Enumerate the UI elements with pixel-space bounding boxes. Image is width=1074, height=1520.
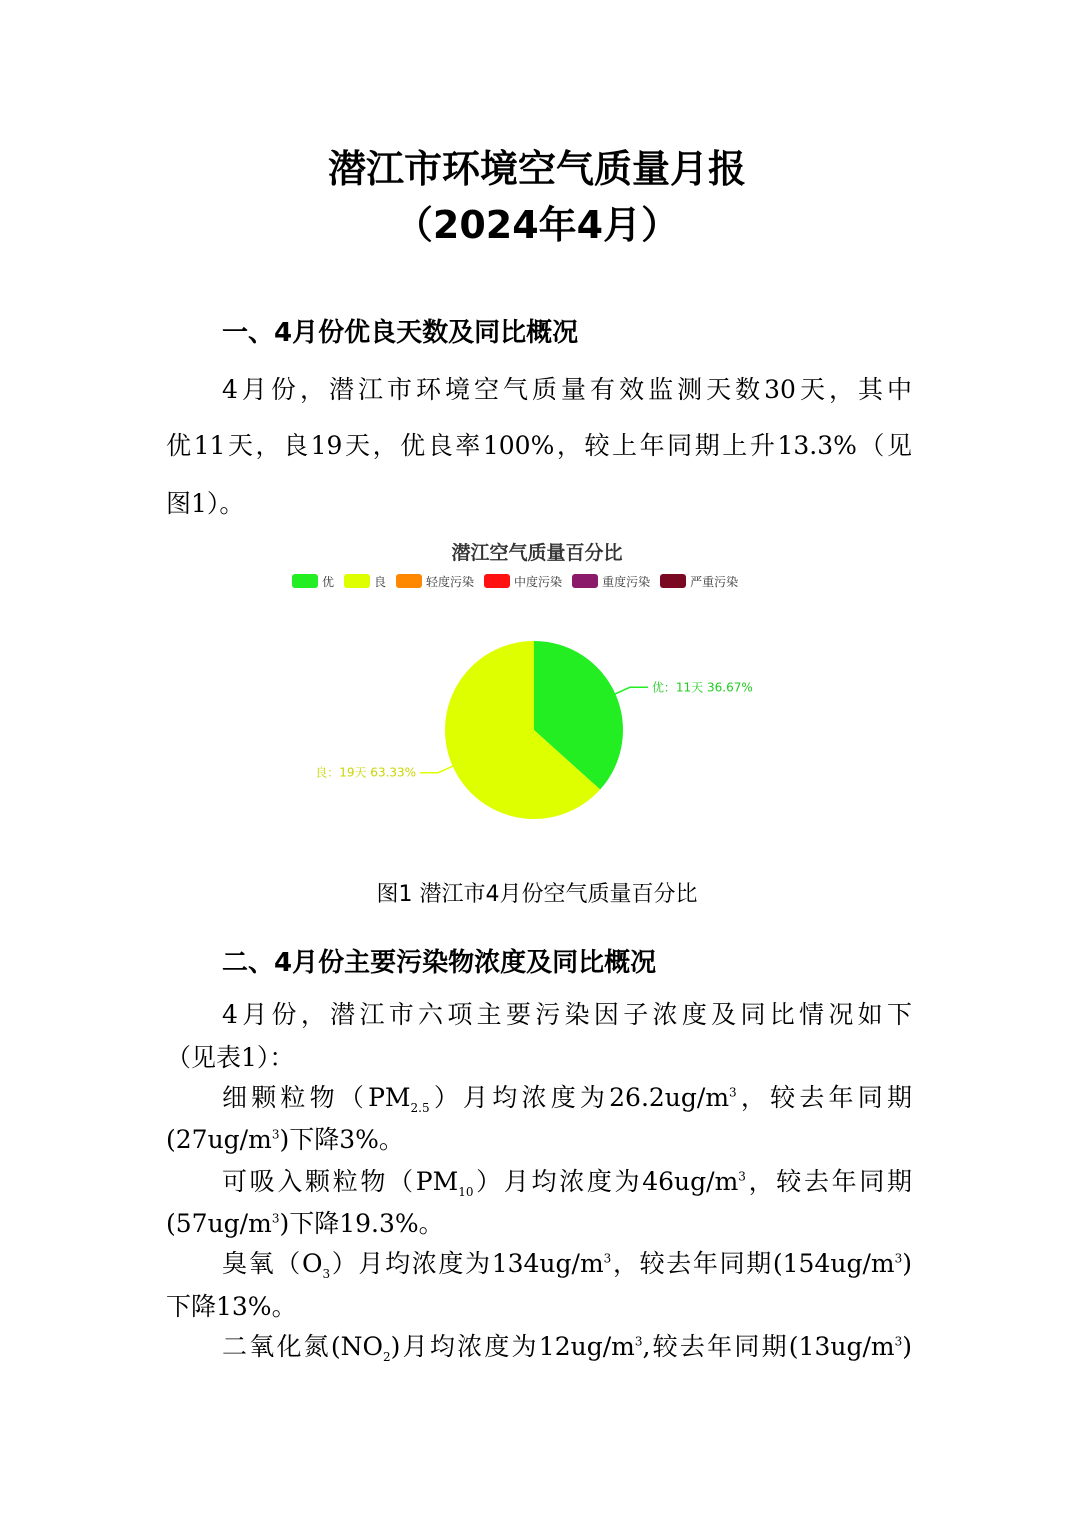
o3-subscript: 3	[322, 1267, 331, 1281]
legend-swatch	[396, 574, 422, 588]
section2-intro-line1: 4月份，潜江市六项主要污染因子浓度及同比情况如下	[222, 1000, 912, 1029]
pm10-line2-sup: 3	[271, 1211, 280, 1226]
no2-subscript: 2	[383, 1350, 391, 1364]
figure-caption: 图1 潜江市4月份空气质量百分比	[376, 882, 698, 907]
o3-text-d: )	[902, 1249, 912, 1278]
legend-item[interactable]	[396, 572, 474, 590]
pie-data-label: 良：19天 63.33%	[315, 765, 417, 780]
no2-superscript-2: 3	[894, 1334, 903, 1349]
title-line-1: 潜江市环境空气质量月报	[327, 147, 746, 191]
no2-superscript: 3	[634, 1334, 643, 1349]
o3-line1	[222, 1244, 912, 1281]
pm10-subscript: 10	[458, 1185, 474, 1199]
no2-text-b: )月均浓度为12ug/m	[390, 1332, 635, 1361]
pm10-line1	[222, 1162, 912, 1199]
no2-text-a: 二氧化氮(NO	[222, 1332, 384, 1361]
o3-line2: 下降13%。	[166, 1292, 297, 1321]
title-line-2: （2024年4月）	[394, 203, 680, 247]
chart-legend	[292, 572, 738, 590]
legend-item[interactable]	[484, 572, 562, 590]
pm10-text-a: 可吸入颗粒物（PM	[222, 1167, 459, 1196]
o3-superscript: 3	[603, 1251, 612, 1266]
no2-text-d: )	[902, 1332, 912, 1361]
pie-label-line	[615, 687, 648, 694]
o3-text-a: 臭氧（O	[222, 1249, 323, 1278]
legend-label: 重度污染	[602, 574, 651, 589]
legend-swatch	[660, 574, 686, 588]
pm25-line2-a: (27ug/m	[166, 1125, 272, 1154]
pie-label-line	[420, 766, 453, 773]
no2-line1	[222, 1327, 912, 1364]
o3-superscript-2: 3	[894, 1251, 903, 1266]
legend-swatch	[344, 574, 370, 588]
legend-item[interactable]	[572, 572, 650, 590]
legend-swatch	[292, 574, 318, 588]
section2-intro-line2: （见表1）：	[166, 1043, 295, 1072]
legend-label: 优	[322, 574, 335, 589]
legend-label: 良	[374, 574, 387, 589]
pie-chart	[300, 620, 780, 840]
o3-text-c: ，较去年同期(154ug/m	[611, 1249, 895, 1278]
pm10-text-c: ，较去年同期	[745, 1167, 913, 1196]
pm10-superscript: 3	[738, 1169, 746, 1184]
legend-swatch	[572, 574, 598, 588]
section1-para-line2: 优11天，良19天，优良率100%，较上年同期上升13.3%（见	[166, 431, 912, 460]
section1-para-line1: 4月份，潜江市环境空气质量有效监测天数30天，其中	[222, 375, 912, 404]
legend-label: 严重污染	[690, 574, 739, 589]
legend-item[interactable]	[292, 572, 334, 590]
legend-label: 中度污染	[514, 574, 563, 589]
legend-swatch	[484, 574, 510, 588]
legend-item[interactable]	[660, 572, 738, 590]
pie-data-label: 优：11天 36.67%	[651, 680, 753, 695]
pm25-text-a: 细颗粒物（PM	[222, 1083, 411, 1112]
pm25-line1	[222, 1078, 912, 1115]
pm25-superscript: 3	[729, 1085, 737, 1100]
chart-title: 潜江空气质量百分比	[451, 542, 623, 564]
pm25-text-c: ，较去年同期	[736, 1083, 912, 1112]
section2-heading: 二、4月份主要污染物浓度及同比概况	[222, 948, 657, 978]
pm25-text-b: ）月均浓度为26.2ug/m	[429, 1083, 730, 1112]
o3-text-b: ）月均浓度为134ug/m	[330, 1249, 604, 1278]
pm10-line2-a: (57ug/m	[166, 1209, 272, 1238]
pm10-text-b: ）月均浓度为46ug/m	[473, 1167, 739, 1196]
pm10-line2	[166, 1204, 912, 1240]
pm25-subscript: 2.5	[410, 1101, 430, 1115]
section1-heading: 一、4月份优良天数及同比概况	[222, 318, 579, 348]
legend-label: 轻度污染	[426, 574, 475, 589]
pm10-line2-b: )下降19.3%。	[279, 1209, 444, 1238]
pm25-line2-b: )下降3%。	[279, 1125, 404, 1154]
legend-item[interactable]	[344, 572, 386, 590]
pm25-line2	[166, 1120, 912, 1156]
section1-para-line3: 图1）。	[166, 489, 245, 518]
pm25-line2-sup: 3	[271, 1127, 280, 1142]
no2-text-c: ,较去年同期(13ug/m	[642, 1332, 895, 1361]
